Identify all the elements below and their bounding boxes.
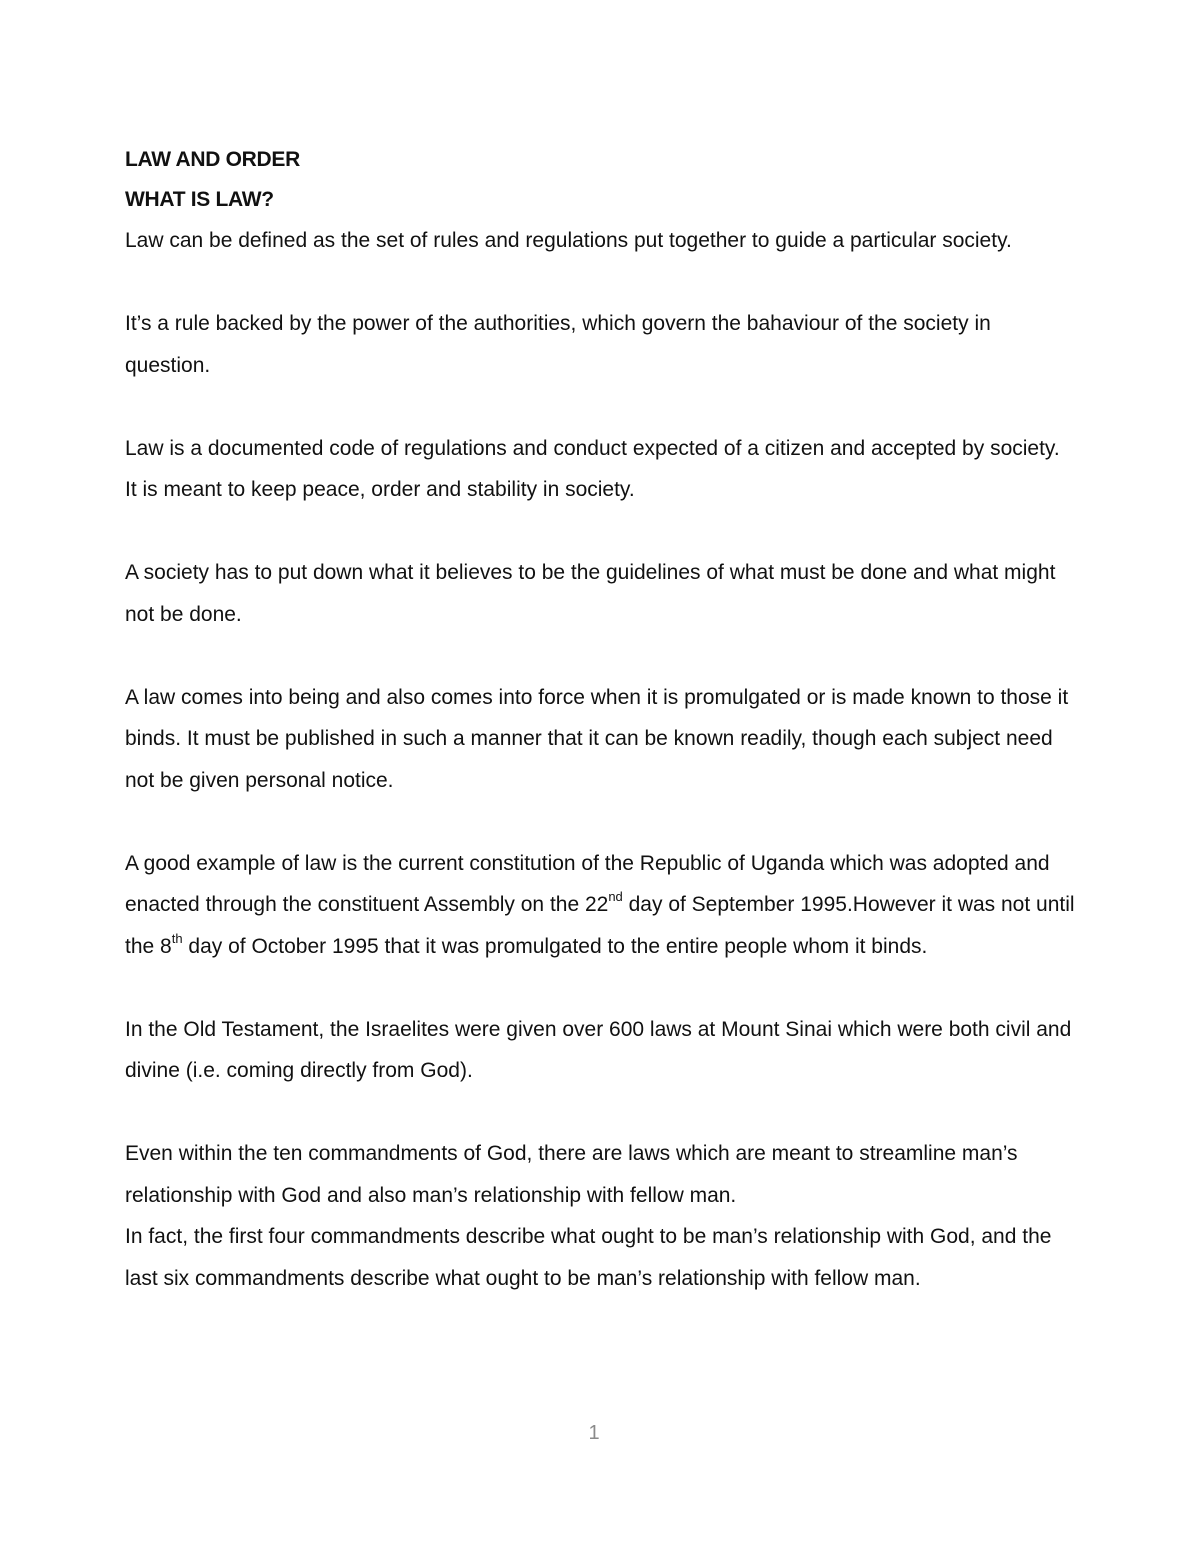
paragraph-uganda-constitution (125, 843, 1075, 968)
paragraph-ten-commandments: Even within the ten commandments of God, there are laws which are meant to streamline man’s relationship with God and also man’s relationship with fellow man. (125, 1142, 1018, 1207)
superscript-th: th (171, 930, 183, 946)
paragraph-definition: Law can be defined as the set of rules and regulations put together to guide a particular society. (125, 229, 1012, 252)
uganda-text-part3: day of October 1995 that it was promulgated to the entire people whom it binds. (182, 934, 928, 958)
document-body (125, 140, 1075, 1299)
document-title: LAW AND ORDER (125, 148, 300, 171)
uganda-text-part2: day of September 1995.However it was not until the 8 (125, 893, 1075, 958)
uganda-text-part1: A good example of law is the current constitution of the Republic of Uganda which was adopted and enacted through the constituent Assembly on the 22 (125, 851, 1050, 916)
page-number: 1 (588, 1422, 600, 1444)
paragraph-promulgation: A law comes into being and also comes into force when it is promulgated or is made known to those it binds. It must be published in such a manner that it can be known readily, though each subject need not be given personal notice. (125, 685, 1069, 792)
paragraph-guidelines: A society has to put down what it believes to be the guidelines of what must be done and what might not be done. (125, 561, 1056, 626)
paragraph-old-testament: In the Old Testament, the Israelites were given over 600 laws at Mount Sinai which were both civil and divine (i.e. coming directly from God). (125, 1017, 1072, 1082)
paragraph-authority: It’s a rule backed by the power of the authorities, which govern the bahaviour of the society in question. (125, 312, 991, 377)
section-heading: WHAT IS LAW? (125, 188, 274, 211)
paragraph-documented-code: Law is a documented code of regulations and conduct expected of a citizen and accepted by society. It is meant to keep peace, order and stability in society. (125, 436, 1060, 501)
paragraph-first-four-commandments: In fact, the first four commandments describe what ought to be man’s relationship with God, and the last six commandments describe what ought to be man’s relationship with fellow man. (125, 1225, 1052, 1290)
superscript-nd: nd (608, 889, 623, 904)
